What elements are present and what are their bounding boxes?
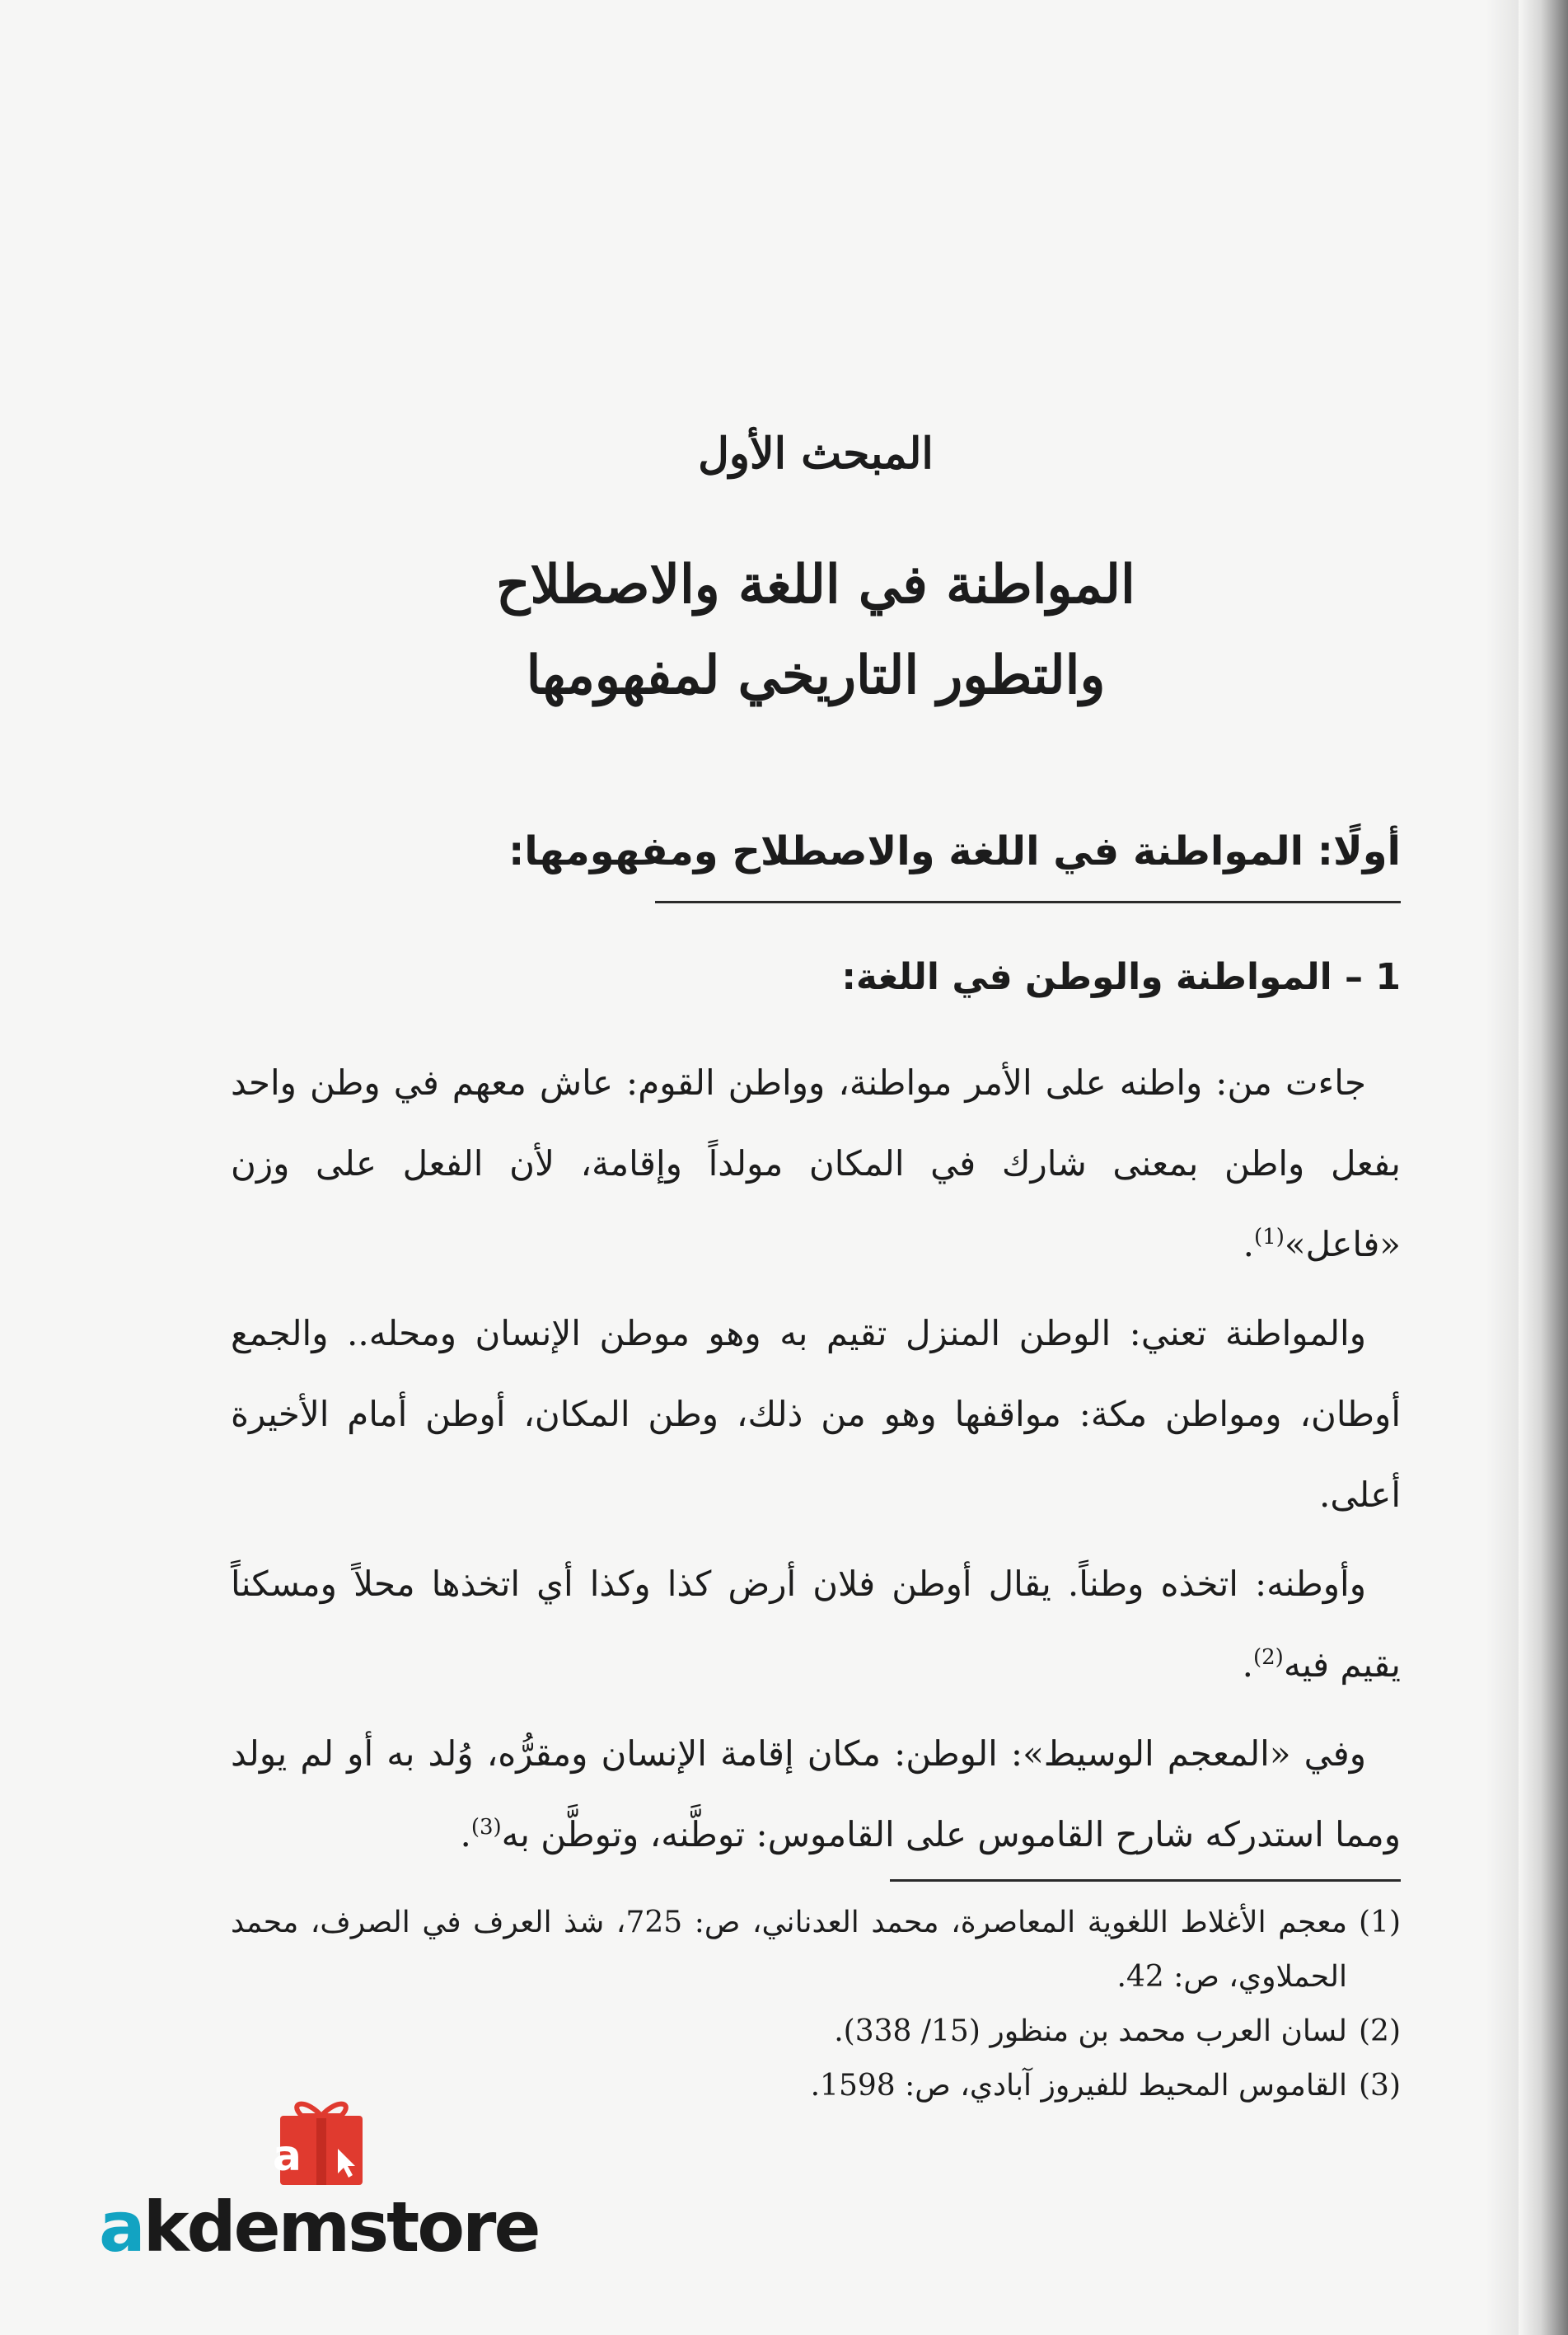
paragraph: وأوطنه: اتخذه وطناً. يقال أوطن فلان أرض كذا وكذا أي اتخذها محلاً ومسكناً يقيم فيه$^{(2)}$.: [231, 1564, 1401, 1685]
footnote-text: معجم الأغلاط اللغوية المعاصرة، محمد العدناني، ص: 725، شذ العرف في الصرف، محمد الحملاوي، ص: 42.: [231, 1906, 1347, 1994]
footnote-text: لسان العرب محمد بن منظور (15/ 338).: [834, 2014, 1347, 2048]
page-edge-highlight: [1486, 0, 1519, 2335]
section-heading-underline: [655, 901, 1401, 903]
section-heading: أولًا: المواطنة في اللغة والاصطلاح ومفهومها:: [508, 828, 1401, 874]
logo-letter: a: [272, 2131, 302, 2181]
paragraph: جاءت من: واطنه على الأمر مواطنة، وواطن القوم: عاش معهم في وطن واحد بفعل واطن بمعنى شارك في المكان مولداً وإقامة، لأن الفعل على وزن «فاعل»$^{(1)}$.: [231, 1062, 1401, 1264]
footnote-ref[interactable]: (3): [470, 1815, 502, 1840]
store-logo-text: akdemstore: [99, 2187, 539, 2267]
page-binding-shadow: [1519, 0, 1568, 2335]
footnote-number: (2): [1359, 2014, 1401, 2048]
book-page: [231, 0, 1401, 2335]
chapter-title: [231, 540, 1401, 721]
body-text: [231, 1043, 1401, 1883]
footnote-number: (3): [1359, 2069, 1401, 2103]
footnote-text: القاموس المحيط للفيروز آبادي، ص: 1598.: [810, 2069, 1347, 2103]
footnote-ref[interactable]: (1): [1254, 1225, 1285, 1250]
chapter-title-line-2: والتطور التاريخي لمفهومها: [526, 645, 1106, 706]
gift-box-icon: [272, 2098, 371, 2187]
footnote-item: [231, 1896, 1401, 2004]
footnote-number: (1): [1359, 1906, 1401, 1939]
paragraph: وفي «المعجم الوسيط»: الوطن: مكان إقامة الإنسان ومقرُّه، وُلد به أو لم يولد ومما استدركه شارح القاموس على القاموس: توطَّنه، وتوطَّن به$^{(3)}$.: [231, 1733, 1401, 1854]
footnote-ref[interactable]: (2): [1252, 1645, 1284, 1670]
store-watermark: [99, 2098, 560, 2279]
footnote-separator: [890, 1879, 1401, 1882]
paragraph: والمواطنة تعني: الوطن المنزل تقيم به وهو موطن الإنسان ومحله.. والجمع أوطان، ومواطن مكة: مواقفها وهو من ذلك، وطن المكان، أوطن أمام الأخيرة أعلى.: [231, 1313, 1401, 1515]
footnotes: [231, 1896, 1401, 2113]
subsection-heading: 1 – المواطنة والوطن في اللغة:: [841, 956, 1401, 998]
footnote-item: [231, 2004, 1401, 2059]
chapter-title-line-1: المواطنة في اللغة والاصطلاح: [496, 554, 1135, 616]
chapter-label: المبحث الأول: [698, 429, 934, 479]
